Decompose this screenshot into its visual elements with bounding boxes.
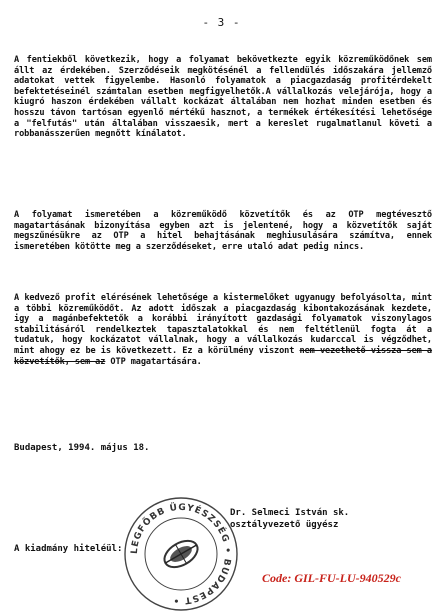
signature-title: osztályvezető ügyész [230,520,339,530]
paragraph-3-tail: OTP magatartására. [105,356,202,367]
stamp-emblem-icon [160,535,202,572]
paragraph-3 [14,293,432,367]
signature-block [230,507,349,531]
stamp-ring-text: LEGFŐBB ÜGYÉSZSÉG • BUDAPEST • [129,502,233,606]
paragraph-3-lead: A kedvező profit elérésének lehetősége a kistermelőket ugyanugy befolyásolta, mint a többi közreműködőt. Az adott időszak a piacgazdaság kibontakozásának kezdete, igy a magánbefektetők a korábbi irányított gazdasági folyamatok viszonylagos stabilitásáról rendelkeztek tapasztalatokkal és nem feltétlenül fogta át a tudatuk, hogy kockázatot vállalnak, hogy a vállalkozás kudarccal is végződhet, mint ahogy ez be is következett. Ez a körülmény viszont [14,293,432,356]
place-date: Budapest, 1994. május 18. [14,443,150,453]
paragraph-1: A fentiekből következik, hogy a folyamat bekövetkezte egyik közreműködőnek sem állt az érdekében. Szerződéseik megkötésénél a fellendülés időszakára jellemző adatokat vettek figyelembe. Hasonló folyamatok a piacgazdaság profitérdekelt befektetéseinél számtalan esetben megfigyelhetők.A vállalkozás velejárója, hogy a kiugró haszon érdekében vállalt kockázat általában nem hozhat minden esetben és hosszu távon tartósan egyenlő mértékű hasznot, a termékek értékesítési lehetősége a "felfutás" után általában visszaesik, mert a kereslet rugalmatlanul követi a robbanásszerűen megnőtt kínálatot. [14,55,432,140]
page-number: - 3 - [202,16,241,29]
document-code: Code: GIL-FU-LU-940529c [262,571,401,585]
official-stamp [120,493,242,615]
certified-line: A kiadmány hiteléül: [14,544,123,554]
paragraph-2: A folyamat ismeretében a közreműködő közvetítők és az OTP megtévesztő magatartásának bizonyítása egyben azt is jelentené, hogy a közvetítők saját megszűnésükre az OTP a hitel behajtásának meghiusulására számítva, ennek ismeretében kötötte meg a szerződéseket, erre utaló adat pedig nincs. [14,210,432,252]
paragraph-3-struck: nem vezethető vissza sem a közvetítők, sem az [14,345,433,367]
signature-name: Dr. Selmeci István sk. [230,508,350,518]
